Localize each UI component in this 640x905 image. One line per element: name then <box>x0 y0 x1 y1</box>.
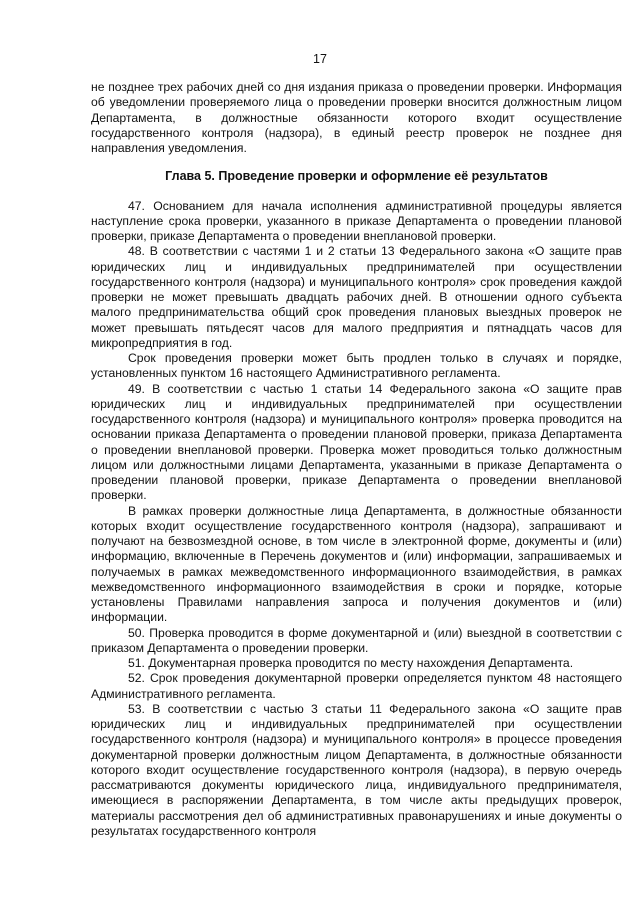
chapter-title: Глава 5. Проведение проверки и оформление её результатов <box>165 169 548 184</box>
paragraph-52: 52. Срок проведения документарной проверки определяется пунктом 48 настоящего Административного регламента. <box>91 671 622 701</box>
paragraph-50: 50. Проверка проводится в форме документарной и (или) выездной в соответствии с приказом Департамента о проведении проверки. <box>91 625 622 655</box>
intro-paragraph: не позднее трех рабочих дней со дня издания приказа о проведении проверки. Информация об уведомлении проверяемого лица о проведении проверки вносится должностным лицом Департамента, в должностные обязанности которого входит осуществление государственного контроля (надзора), в единый реестр проверок не позднее дня направления уведомления. <box>91 80 622 155</box>
paragraph-48-extension: Срок проведения проверки может быть продлен только в случаях и порядке, установленных пунктом 16 настоящего Административного регламента. <box>91 351 622 381</box>
paragraph-51: 51. Документарная проверка проводится по месту нахождения Департамента. <box>128 656 574 670</box>
paragraph-49: 49. В соответствии с частью 1 статьи 14 Федерального закона «О защите прав юридических лиц и индивидуальных предпринимателей при осуществлении государственного контроля (надзора) и муниципального контроля» проверка проводится на основании приказа Департамента о проведении плановой проверки, приказа Департамента о проведении внеплановой проверки. Проверка может проводиться только должностным лицом или должностными лицами Департамента, указанными в приказе Департамента о проведении плановой проверки, приказе Департамента о проведении внеплановой проверки. <box>91 381 622 503</box>
paragraph-48: 48. В соответствии с частями 1 и 2 статьи 13 Федерального закона «О защите прав юридических лиц и индивидуальных предпринимателей при осуществлении государственного контроля (надзора) и муниципального контроля» срок проведения каждой проверки не может превышать двадцать рабочих дней. В отношении одного субъекта малого предпринимательства общий срок проведения плановых выездных проверок не может превышать пятьдесят часов для малого предприятия и пятнадцать часов для микропредприятия в год. <box>91 244 622 350</box>
document-body <box>91 80 622 839</box>
paragraph-49-interagency: В рамках проверки должностные лица Департамента, в должностные обязанности которых входит осуществление государственного контроля (надзора), запрашивают и получают на безвозмездной основе, в том числе в электронной форме, документы и (или) информацию, включенные в Перечень документов и (или) информации, запрашиваемых и получаемых в рамках межведомственного информационного взаимодействия, в рамках межведомственного информационного взаимодействия в сроки и порядке, которые установлены Правилами направления запроса и получения документов и (или) информации. <box>91 503 622 625</box>
paragraph-53: 53. В соответствии с частью 3 статьи 11 Федерального закона «О защите прав юридических лиц и индивидуальных предпринимателей при осуществлении государственного контроля (надзора) и муниципального контроля» в процессе проведения документарной проверки должностным лицом Департамента, в должностные обязанности которого входит осуществление государственного контроля (надзора), в первую очередь рассматриваются документы юридического лица, индивидуального предпринимателя, имеющиеся в распоряжении Департамента, в том числе акты предыдущих проверок, материалы рассмотрения дел об административных правонарушениях и иные документы о результатах государственного контроля <box>91 701 622 838</box>
page-number: 17 <box>313 52 327 66</box>
paragraph-47: 47. Основанием для начала исполнения административной процедуры является наступление срока проверки, указанного в приказе Департамента о проведении плановой проверки, приказе Департамента о проведении внеплановой проверки. <box>91 198 622 243</box>
